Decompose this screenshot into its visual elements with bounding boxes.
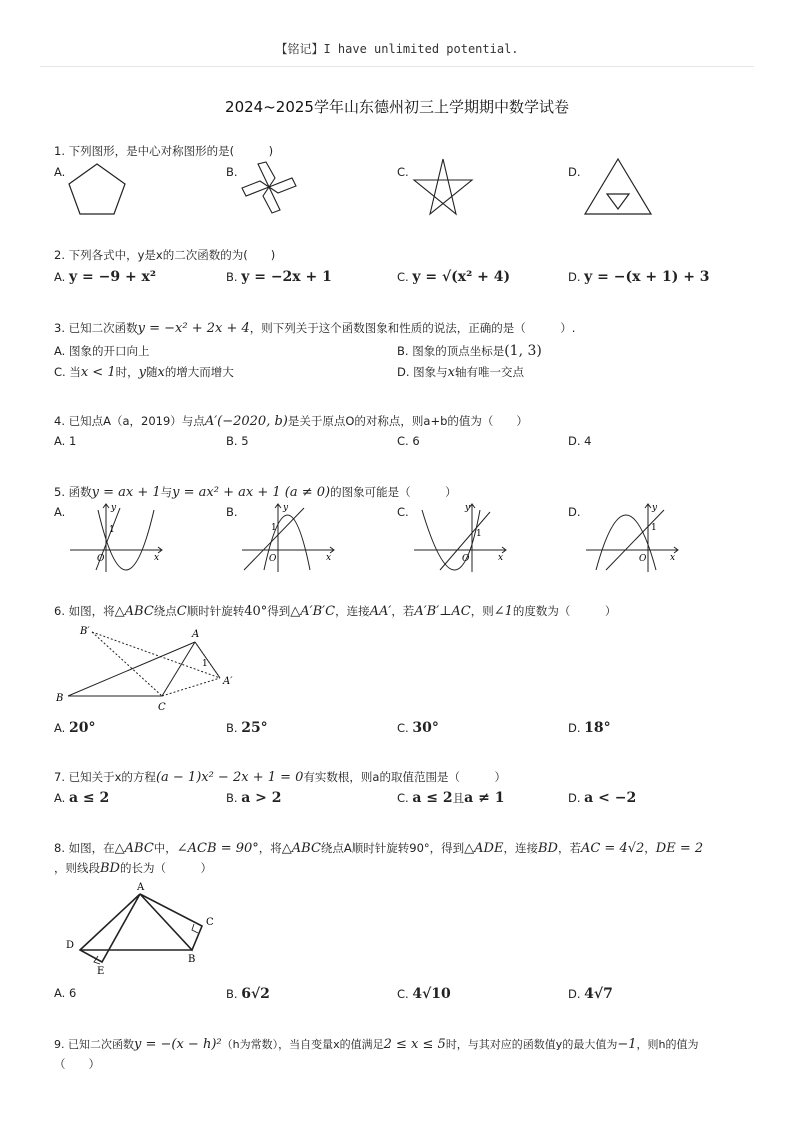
q8-stem-text-4: 绕点A顺时针旋转90°，得到 xyxy=(320,841,465,855)
q3-option-a: A. 图象的开口向上 xyxy=(54,344,150,358)
q5c-y-label: y xyxy=(465,503,471,513)
q6-stem xyxy=(54,603,616,619)
q3-stem-math: y = −x² + 2x + 4 xyxy=(137,321,250,336)
q7-option-a xyxy=(54,790,109,806)
q7-option-c-math-2: a ≠ 1 xyxy=(464,790,505,806)
q8-stem-line2-math: BD xyxy=(100,861,120,876)
q7-option-d-math: a < −2 xyxy=(584,790,637,806)
q5a-one-label: 1 xyxy=(109,525,115,535)
q6-stem-text-6: ，若 xyxy=(391,604,415,618)
q6-label-b: B xyxy=(56,693,64,704)
q2-option-b xyxy=(226,269,332,285)
q7-stem xyxy=(54,769,506,785)
q3-option-c-text-2: 时， xyxy=(115,365,139,379)
q4-stem-text: 4. 已知点A（a，2019）与点 xyxy=(54,414,205,428)
q5d-y-label: y xyxy=(652,503,658,513)
q8-stem-math-2: ∠ACB = 90° xyxy=(176,841,259,856)
q6-label-c: C xyxy=(158,702,166,713)
q8-stem-math-4: △ADE xyxy=(464,841,504,856)
q6-option-b-label: B. xyxy=(226,721,238,735)
q3-option-d-text-2: 轴有唯一交点 xyxy=(455,365,525,379)
q2-option-b-math: y = −2x + 1 xyxy=(241,269,332,285)
q2-option-d xyxy=(568,269,710,285)
q6-stem-math-5: AA′ xyxy=(369,604,392,619)
q3-stem-text-2: ，则下列关于这个函数图象和性质的说法，正确的是（ ）. xyxy=(249,321,576,335)
q7-option-b-label: B. xyxy=(226,791,238,805)
q7-option-a-label: A. xyxy=(54,791,66,805)
q5-option-b-label: B. xyxy=(226,505,238,519)
q5b-y-label: y xyxy=(283,503,289,513)
q4-stem xyxy=(54,413,528,429)
q4-option-a: A. 1 xyxy=(54,434,77,448)
q4-option-d: D. 4 xyxy=(568,434,592,448)
q1-stem: 1. 下列图形，是中心对称图形的是( ) xyxy=(54,144,274,158)
q2-stem: 2. 下列各式中，y是x的二次函数的为( ) xyxy=(54,248,276,262)
q6-stem-math-2: C xyxy=(176,604,187,619)
q1-pinwheel-figure xyxy=(236,158,302,216)
q8-label-b: B xyxy=(188,954,196,965)
q6-label-a-prime: A′ xyxy=(223,676,233,687)
q6-option-c-label: C. xyxy=(397,721,409,735)
q6-stem-text-2: 绕点 xyxy=(153,604,177,618)
page-header-motto: 【铭记】I have unlimited potential. xyxy=(275,42,519,56)
header-divider xyxy=(40,66,754,67)
q5-graph-b xyxy=(238,500,338,574)
q6-stem-math-4: △A′B′C xyxy=(290,604,336,619)
q1-option-a-label: A. xyxy=(54,165,66,179)
q8-option-d xyxy=(568,986,613,1002)
q5b-one-label: 1 xyxy=(271,523,277,533)
q3-option-b-math: (1, 3) xyxy=(504,343,542,359)
exam-title: 2024~2025学年山东德州初三上学期期中数学试卷 xyxy=(225,98,569,116)
q6-label-b-prime: B′ xyxy=(80,626,90,637)
q4-stem-math: A′(−2020, b) xyxy=(204,414,288,429)
q5-stem xyxy=(54,484,457,500)
q5-stem-text-2: 与 xyxy=(160,485,173,499)
q7-stem-text: 7. 已知关于x的方程 xyxy=(54,770,156,784)
q6-stem-text-7: ，则 xyxy=(470,604,494,618)
q9-stem-line-2: （ ） xyxy=(54,1057,100,1071)
q5d-origin-label: O xyxy=(639,554,647,564)
q7-option-c-text: 且 xyxy=(452,791,465,805)
q8-stem-math-6: AC = 4√2 xyxy=(580,841,645,856)
q7-option-b xyxy=(226,790,282,806)
q6-label-a: A xyxy=(192,629,200,640)
q2-option-c xyxy=(397,269,510,285)
q5-stem-text-3: 的图象可能是（ ） xyxy=(330,485,457,499)
q8-rotation-figure xyxy=(60,878,220,978)
q8-stem-math-5: BD xyxy=(537,841,558,856)
q6-option-d xyxy=(568,720,611,736)
q3-option-c-text: C. 当 xyxy=(54,365,81,379)
q2-option-c-label: C. xyxy=(397,270,409,284)
q3-option-b-text: B. 图象的顶点坐标是 xyxy=(397,344,505,358)
q5-option-a-label: A. xyxy=(54,505,66,519)
q3-option-c-text-4: 的增大而增大 xyxy=(164,365,234,379)
q3-stem xyxy=(54,320,575,336)
q8-stem-line2-text: ，则线段 xyxy=(54,861,100,875)
q5c-x-label: x xyxy=(498,553,504,563)
q1-star-figure xyxy=(410,156,476,218)
q5c-origin-label: O xyxy=(462,554,470,564)
q8-option-b-label: B. xyxy=(226,987,238,1001)
q9-stem-math-1: y = −(x − h)² xyxy=(134,1037,222,1052)
q8-stem-text-2: 中， xyxy=(153,841,177,855)
q6-stem-text-5: ，连接 xyxy=(335,604,370,618)
q8-stem xyxy=(54,840,703,856)
q3-option-c-var-x: x xyxy=(157,365,165,380)
q6-stem-math-1: △ABC xyxy=(114,604,154,619)
q5-graph-d xyxy=(582,500,682,574)
q8-stem-math-7: DE = 2 xyxy=(655,841,704,856)
q3-option-c-text-3: 随 xyxy=(145,365,158,379)
q6-option-d-label: D. xyxy=(568,721,581,735)
q5-option-d-label: D. xyxy=(568,505,581,519)
q8-stem-text-7: ， xyxy=(644,841,656,855)
q6-option-c xyxy=(397,720,439,736)
q5-stem-math-1: y = ax + 1 xyxy=(91,485,161,500)
q3-option-c-math: x < 1 xyxy=(80,365,116,380)
q6-stem-text-3: 顺时针旋转 xyxy=(186,604,245,618)
q7-option-c xyxy=(397,790,504,806)
q4-option-c: C. 6 xyxy=(397,434,420,448)
q6-option-c-math: 30° xyxy=(412,720,439,736)
q3-option-c-var-y: y xyxy=(138,365,146,380)
q8-option-c xyxy=(397,986,451,1002)
q1-option-d-label: D. xyxy=(568,165,581,179)
q8-option-c-math: 4√10 xyxy=(412,986,451,1002)
q1-pentagon-figure xyxy=(64,160,130,218)
q9-stem-math-2: 2 ≤ x ≤ 5 xyxy=(383,1037,446,1052)
q3-option-b xyxy=(397,343,542,359)
q7-option-a-math: a ≤ 2 xyxy=(68,790,110,806)
q6-stem-text-8: 的度数为（ ） xyxy=(512,604,617,618)
q9-stem-text-3: 时，与其对应的函数值y的最大值为 xyxy=(445,1038,618,1051)
q1-triangle-figure xyxy=(580,156,656,218)
q8-stem-text-3: ，将 xyxy=(258,841,282,855)
q8-option-a: A. 6 xyxy=(54,986,77,1000)
q6-option-b-math: 25° xyxy=(241,720,268,736)
q5-option-c-label: C. xyxy=(397,505,409,519)
q9-stem-text-4: ，则h的值为 xyxy=(636,1038,699,1051)
q5-stem-text: 5. 函数 xyxy=(54,485,92,499)
q6-option-d-math: 18° xyxy=(584,720,611,736)
q8-label-a: A xyxy=(137,882,145,893)
q5d-one-label: 1 xyxy=(651,523,657,533)
q5b-origin-label: O xyxy=(269,554,277,564)
q5d-x-label: x xyxy=(670,553,676,563)
q7-option-d-label: D. xyxy=(568,791,581,805)
q8-label-e: E xyxy=(97,966,105,977)
q7-stem-text-2: 有实数根，则a的取值范围是（ ） xyxy=(303,770,506,784)
q4-stem-text-2: 是关于原点O的对称点，则a+b的值为（ ） xyxy=(287,414,528,428)
q5c-one-label: 1 xyxy=(476,529,482,539)
q9-stem xyxy=(54,1036,698,1052)
q8-label-d: D xyxy=(66,940,75,951)
q8-stem-line2-text-2: 的长为（ ） xyxy=(119,861,212,875)
q6-stem-text: 6. 如图，将 xyxy=(54,604,115,618)
q8-stem-text-6: ，若 xyxy=(557,841,581,855)
q2-option-d-math: y = −(x + 1) + 3 xyxy=(584,269,710,285)
q5-graph-c xyxy=(410,500,510,574)
q8-stem-line-2 xyxy=(54,860,212,876)
q8-option-d-math: 4√7 xyxy=(584,986,613,1002)
q8-stem-math-1: △ABC xyxy=(114,841,154,856)
q6-option-a xyxy=(54,720,95,736)
q5-stem-math-2: y = ax² + ax + 1 (a ≠ 0) xyxy=(172,485,331,500)
q4-option-b: B. 5 xyxy=(226,434,249,448)
q8-option-d-label: D. xyxy=(568,987,581,1001)
q9-stem-text: 9. 已知二次函数 xyxy=(54,1038,134,1051)
q7-option-c-label: C. xyxy=(397,791,409,805)
q8-stem-text: 8. 如图，在 xyxy=(54,841,115,855)
q2-option-a-label: A. xyxy=(54,270,66,284)
q6-stem-math-6: A′B′⊥AC xyxy=(414,604,471,619)
q6-label-angle-1: 1 xyxy=(202,659,208,669)
q5a-origin-label: O xyxy=(97,554,105,564)
q2-option-c-math: y = √(x² + 4) xyxy=(412,269,511,285)
q3-option-d-math: x xyxy=(447,365,456,380)
q3-option-c xyxy=(54,364,234,380)
q8-option-c-label: C. xyxy=(397,987,409,1001)
q8-stem-text-5: ，连接 xyxy=(503,841,538,855)
q8-option-b-math: 6√2 xyxy=(241,986,270,1002)
q8-label-c: C xyxy=(206,917,214,928)
q6-option-a-math: 20° xyxy=(68,720,96,736)
q7-option-d xyxy=(568,790,636,806)
q5a-x-label: x xyxy=(154,553,160,563)
q2-option-a-math: y = −9 + x² xyxy=(68,269,157,285)
q3-option-d xyxy=(397,364,524,380)
q6-stem-text-4: 得到 xyxy=(267,604,291,618)
q9-stem-math-3: −1 xyxy=(617,1037,637,1052)
q9-stem-text-2: （h为常数），当自变量x的值满足 xyxy=(221,1038,384,1051)
q7-option-c-math: a ≤ 2 xyxy=(412,790,453,806)
q5a-y-label: y xyxy=(111,503,117,513)
q6-option-b xyxy=(226,720,268,736)
q2-option-d-label: D. xyxy=(568,270,581,284)
q5b-x-label: x xyxy=(326,553,332,563)
q6-stem-math-7: ∠1 xyxy=(493,604,513,619)
q8-stem-math-3: △ABC xyxy=(281,841,321,856)
q6-option-a-label: A. xyxy=(54,721,66,735)
q7-stem-math: (a − 1)x² − 2x + 1 = 0 xyxy=(155,770,304,785)
q5-graph-a xyxy=(66,500,166,574)
q7-option-b-math: a > 2 xyxy=(241,790,282,806)
q3-stem-text: 3. 已知二次函数 xyxy=(54,321,138,335)
q2-option-b-label: B. xyxy=(226,270,238,284)
q8-option-b xyxy=(226,986,270,1002)
q2-option-a xyxy=(54,269,156,285)
q6-rotation-figure xyxy=(50,620,250,716)
q1-option-c-label: C. xyxy=(397,165,409,179)
q3-option-d-text: D. 图象与 xyxy=(397,365,448,379)
q1-option-b-label: B. xyxy=(226,165,238,179)
q6-stem-math-3: 40° xyxy=(244,604,268,619)
